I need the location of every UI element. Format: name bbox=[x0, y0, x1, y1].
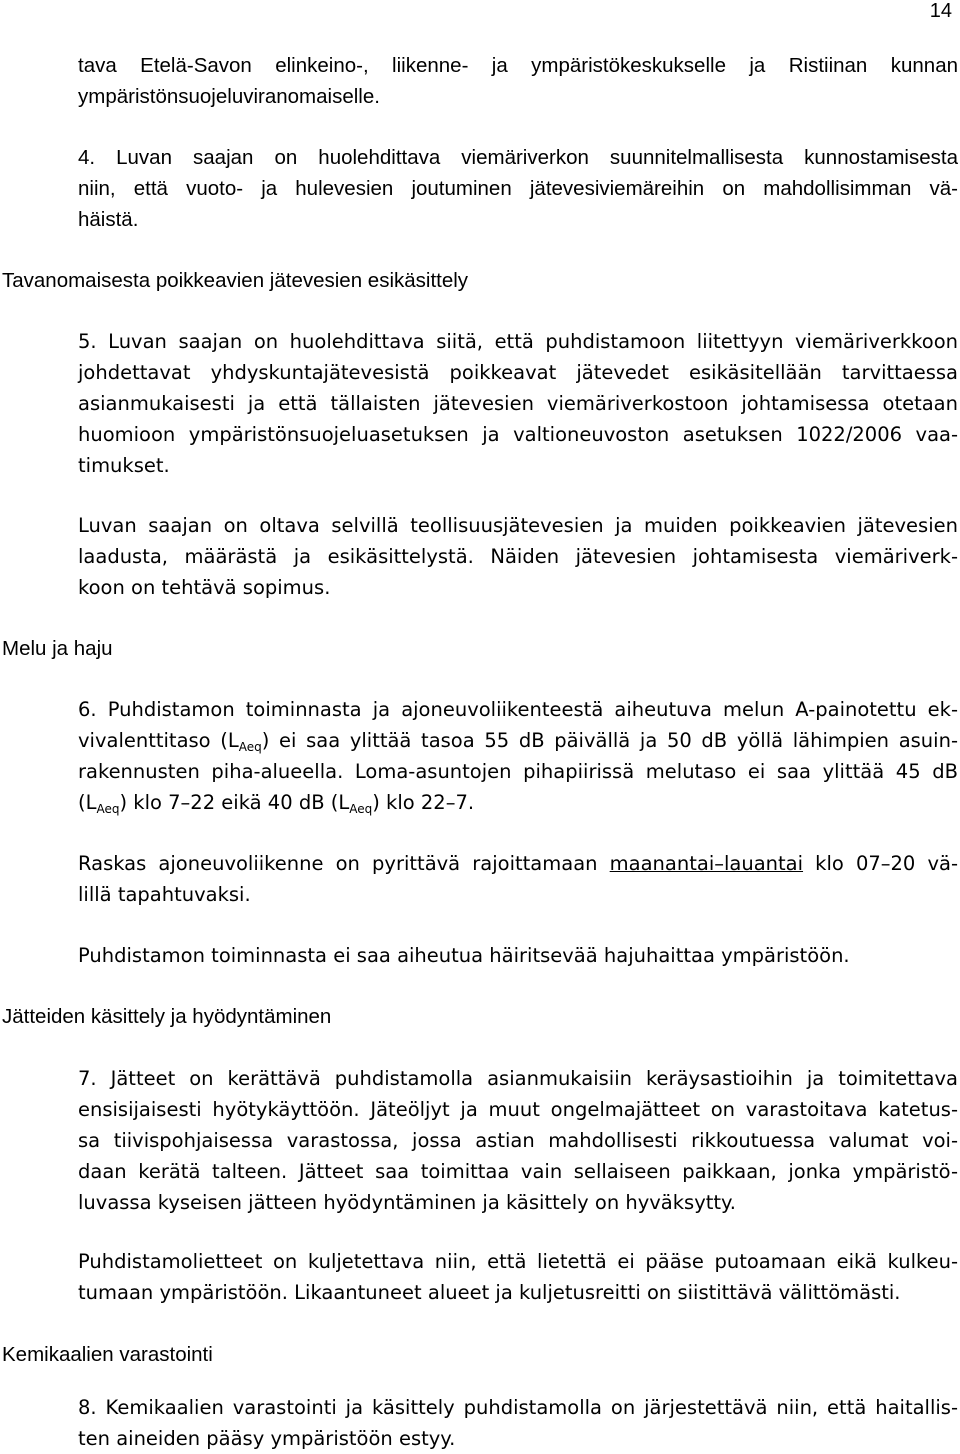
text-line: koon on tehtävä sopimus. bbox=[78, 576, 331, 599]
text-line: niin, että vuoto- ja hulevesien joutuminen jätevesiviemäreihin on mahdollisimman vä- bbox=[78, 177, 958, 200]
text-line: 7. Jätteet on kerättävä puhdistamolla asianmukaisiin keräysastioihin ja toimitettava bbox=[78, 1067, 958, 1090]
section-heading-noise: Melu ja haju bbox=[2, 637, 113, 660]
text-line: vivalenttitaso $(L_{Aeq})$ ei saa ylittää tasoa 55 dB päivällä ja 50 dB yöllä lähimpien asuin- bbox=[78, 729, 958, 754]
text-line: Puhdistamolietteet on kuljetettava niin, että lietettä ei pääse putoamaan eikä kulkeu- bbox=[78, 1250, 958, 1273]
text-line: ympäristönsuojeluviranomaiselle. bbox=[78, 85, 380, 108]
page-number: 14 bbox=[929, 0, 952, 22]
subscript: Aeq bbox=[349, 802, 373, 816]
text-line: häistä. bbox=[78, 208, 139, 231]
text-line: Luvan saajan on oltava selvillä teollisuusjätevesien ja muiden poikkeavien jätevesien bbox=[78, 514, 958, 537]
text-line: huomioon ympäristönsuojeluasetuksen ja valtioneuvoston asetuksen 1022/2006 vaa- bbox=[78, 423, 958, 446]
text-line: 5. Luvan saajan on huolehdittava siitä, että puhdistamoon liitettyyn viemäriverkkoon bbox=[78, 330, 958, 353]
section-heading-chemicals: Kemikaalien varastointi bbox=[2, 1343, 213, 1366]
text-line: timukset. bbox=[78, 454, 170, 477]
text-line: rakennusten piha-alueella. Loma-asuntojen pihapiirissä melutaso ei saa ylittää 45 dB bbox=[78, 760, 958, 783]
text-line: lillä tapahtuvaksi. bbox=[78, 883, 251, 906]
text-line: Raskas ajoneuvoliikenne on pyrittävä rajoittamaan maanantai–lauantai klo 07–20 vä- bbox=[78, 852, 958, 875]
text-line: tumaan ympäristöön. Likaantuneet alueet ja kuljetusreitti on siistittävä välittömästi. bbox=[78, 1281, 901, 1304]
item-6-odour-paragraph: Puhdistamon toiminnasta ei saa aiheutua häiritsevää hajuhaittaa ympäristöön. bbox=[78, 944, 850, 967]
text-line: asianmukaisesti ja että tällaisten jätevesien viemäriverkostoon johtamisessa otetaan bbox=[78, 392, 958, 415]
text-line: tava Etelä-Savon elinkeino-, liikenne- ja ympäristökeskukselle ja Ristiinan kunnan bbox=[78, 54, 958, 77]
subscript: Aeq bbox=[96, 802, 120, 816]
underlined-text: maanantai–lauantai bbox=[609, 852, 804, 875]
text-line: 6. Puhdistamon toiminnasta ja ajoneuvoliikenteestä aiheutuva melun A-painotettu ek- bbox=[78, 698, 958, 721]
section-heading-wastewater: Tavanomaisesta poikkeavien jätevesien esikäsittely bbox=[2, 269, 469, 292]
text-line: ten aineiden pääsy ympäristöön estyy. bbox=[78, 1427, 456, 1450]
text-line: 4. Luvan saajan on huolehdittava viemäriverkon suunnitelmallisesta kunnostamisesta bbox=[78, 146, 958, 169]
section-heading-waste: Jätteiden käsittely ja hyödyntäminen bbox=[2, 1005, 332, 1028]
subscript: Aeq bbox=[238, 740, 262, 754]
text-line: laadusta, määrästä ja esikäsittelystä. Näiden jätevesien johtamisesta viemäriverk- bbox=[78, 545, 958, 568]
text-line: sa tiivispohjaisessa varastossa, jossa astian mahdollisesti rikkoutuessa valumat voi- bbox=[78, 1129, 958, 1152]
text-line: johdettavat yhdyskuntajätevesistä poikkeavat jätevedet esikäsitellään tarvittaessa bbox=[78, 361, 958, 384]
text-line: 8. Kemikaalien varastointi ja käsittely puhdistamolla on järjestettävä niin, että haitallis- bbox=[78, 1396, 958, 1419]
text-line: daan kerätä talteen. Jätteet saa toimittaa vain sellaiseen paikkaan, jonka ympäristö- bbox=[78, 1160, 958, 1183]
text-line: $(L_{Aeq})$ klo 7–22 eikä 40 dB $(L_{Aeq})$ klo 22–7. bbox=[78, 791, 475, 816]
text-line: ensisijaisesti hyötykäyttöön. Jäteöljyt ja muut ongelmajätteet on varastoitava katetus- bbox=[78, 1098, 958, 1121]
text-line: luvassa kyseisen jätteen hyödyntäminen ja käsittely on hyväksytty. bbox=[78, 1191, 737, 1214]
